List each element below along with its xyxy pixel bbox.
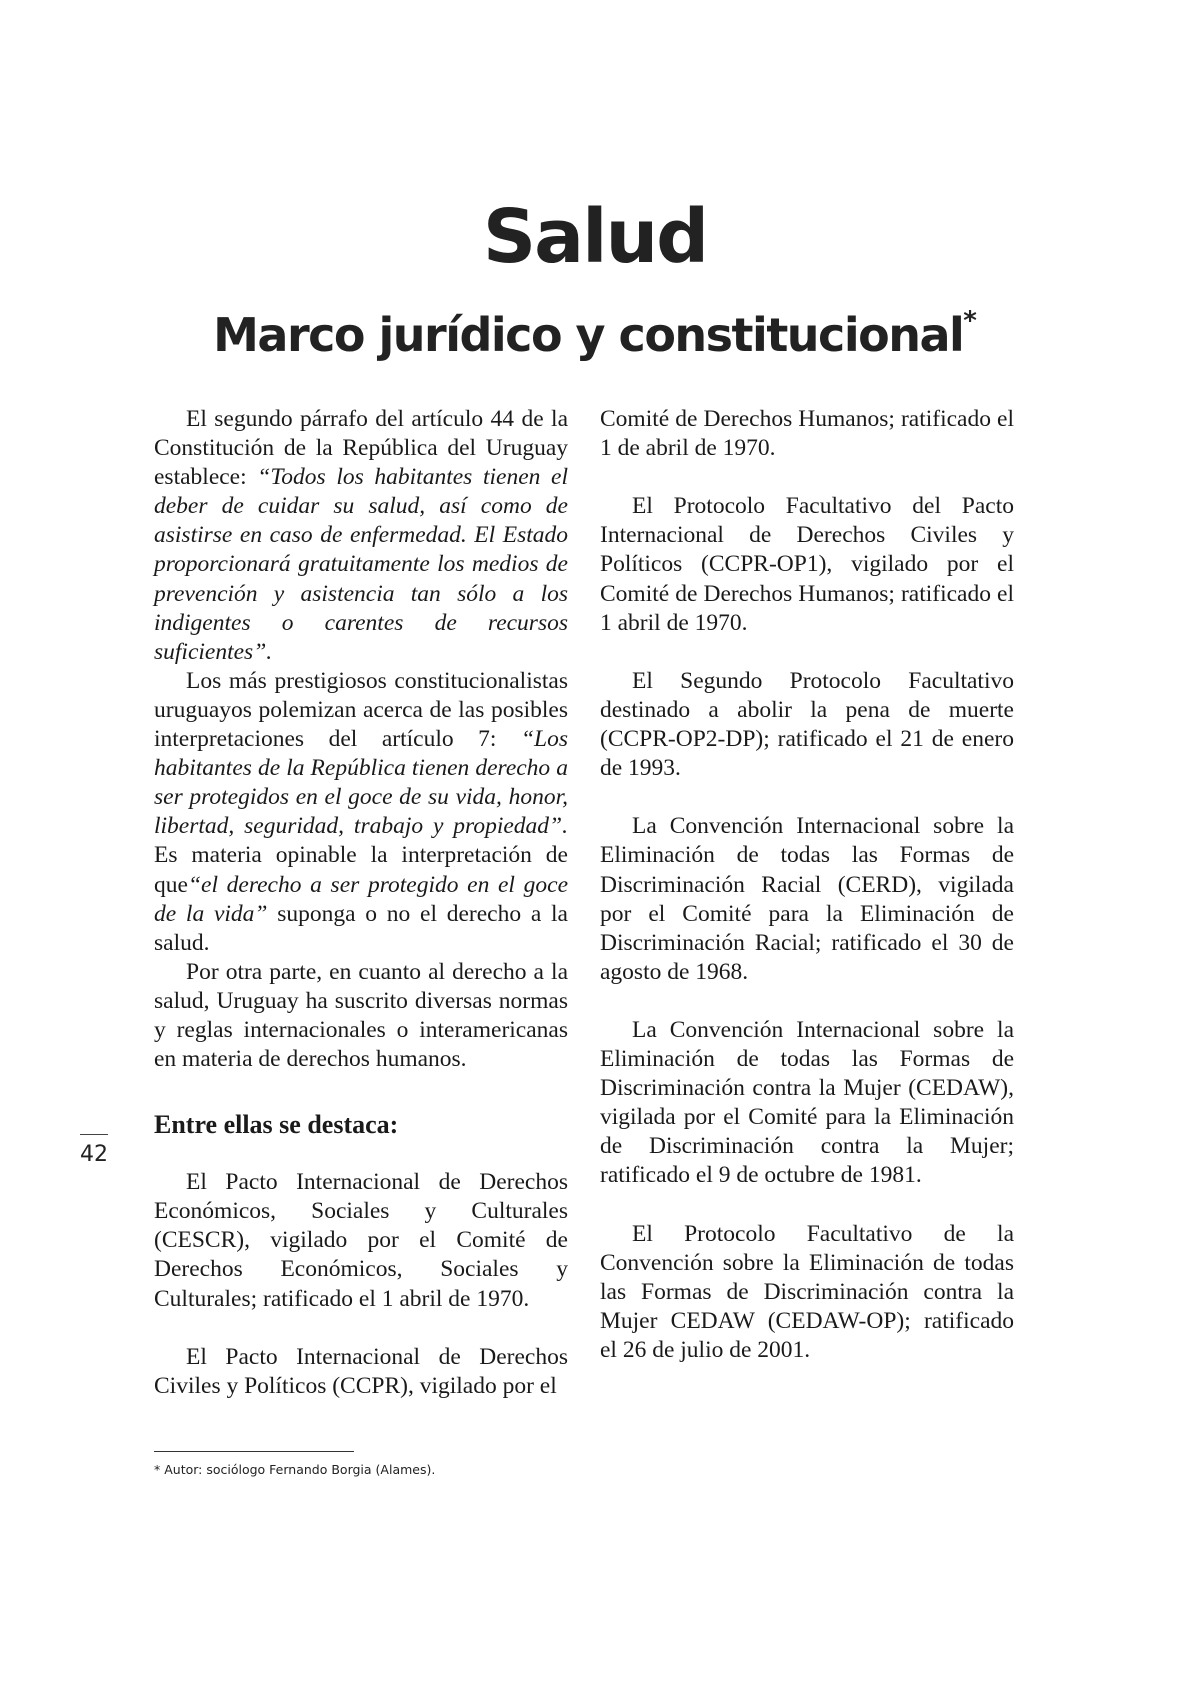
paragraph-ccpr-op2: El Segundo Protocolo Facultativo destinado a abolir la pena de muerte (CCPR-OP2-DP); ratificado el 21 de enero de 1993. bbox=[600, 667, 1014, 782]
page-subtitle bbox=[0, 293, 1190, 363]
constitution-quote: “el derecho a ser protegido en el goce de la vida” bbox=[154, 871, 568, 927]
paragraph-cedaw-op: El Protocolo Facultativo de la Convención sobre la Eliminación de todas las Formas de Discriminación contra la Mujer CEDAW (CEDAW-OP); ratificado el 26 de julio de 2001. bbox=[600, 1220, 1014, 1363]
constitution-quote: “Los habitantes de la República tienen derecho a ser protegidos en el goce de su vida, honor, libertad, seguridad, trabajo y propiedad”. bbox=[154, 726, 568, 840]
footnote-marker: * bbox=[963, 306, 977, 336]
right-column bbox=[600, 405, 1014, 1394]
page-title: Salud bbox=[482, 194, 708, 280]
paragraph-cedaw: La Convención Internacional sobre la Eliminación de todas las Formas de Discriminación contra la Mujer (CEDAW), vigilada por el Comité para la Eliminación de Discriminación contra la Mujer; ratificado el 9 de octubre de 1981. bbox=[600, 1016, 1014, 1189]
paragraph-text: suponga o no el derecho a la salud. bbox=[154, 900, 568, 956]
paragraph-cescr: El Pacto Internacional de Derechos Económicos, Sociales y Culturales (CESCR), vigilado por el Comité de Derechos Económicos, Sociales y Culturales; ratificado el 1 abril de 1970. bbox=[154, 1169, 568, 1312]
page-number-rule bbox=[80, 1134, 108, 1135]
paragraph-ccpr-op1: El Protocolo Facultativo del Pacto Internacional de Derechos Civiles y Políticos (CCPR-OP1), vigilado por el Comité de Derechos Humanos; ratificado el 1 abril de 1970. bbox=[600, 493, 1014, 636]
section-heading: Entre ellas se destaca: bbox=[154, 1110, 399, 1140]
paragraph-article-44 bbox=[154, 405, 568, 667]
page-number: 42 bbox=[80, 1142, 108, 1167]
paragraph-ccpr: El Pacto Internacional de Derechos Civiles y Políticos (CCPR), vigilado por el bbox=[154, 1343, 568, 1399]
constitution-quote: “Todos los habitantes tienen el deber de cuidar su salud, así como de asistirse en caso de enfermedad. El Estado proporcionará gratuitamente los medios de prevención y asistencia tan sólo a los indigentes o carentes de recursos suficientes”. bbox=[154, 464, 569, 665]
paragraph-text: Es materia opinable la interpretación de que bbox=[154, 842, 568, 898]
footnote: * Autor: sociólogo Fernando Borgia (Alames). bbox=[154, 1462, 436, 1477]
paragraph-ccpr-continued: Comité de Derechos Humanos; ratificado el 1 de abril de 1970. bbox=[600, 406, 1014, 462]
paragraph-international-norms: Por otra parte, en cuanto al derecho a la salud, Uruguay ha suscrito diversas normas y reglas internacionales o interamericanas en materia de derechos humanos. bbox=[154, 958, 568, 1073]
footnote-divider bbox=[154, 1451, 354, 1452]
left-column bbox=[154, 405, 568, 1401]
paragraph-cerd: La Convención Internacional sobre la Eliminación de todas las Formas de Discriminación Racial (CERD), vigilada por el Comité para la Eliminación de Discriminación Racial; ratificado el 30 de agosto de 1968. bbox=[600, 813, 1014, 985]
subtitle-text: Marco jurídico y constitucional bbox=[213, 308, 964, 362]
paragraph-text: Los más prestigiosos constitucionalistas uruguayos polemizan acerca de las posibles interpretaciones del artículo 7: bbox=[154, 667, 568, 753]
paragraph-text: El segundo párrafo del artículo 44 de la Constitución de la República del Uruguay establece: bbox=[154, 406, 568, 491]
paragraph-article-7 bbox=[154, 667, 568, 958]
